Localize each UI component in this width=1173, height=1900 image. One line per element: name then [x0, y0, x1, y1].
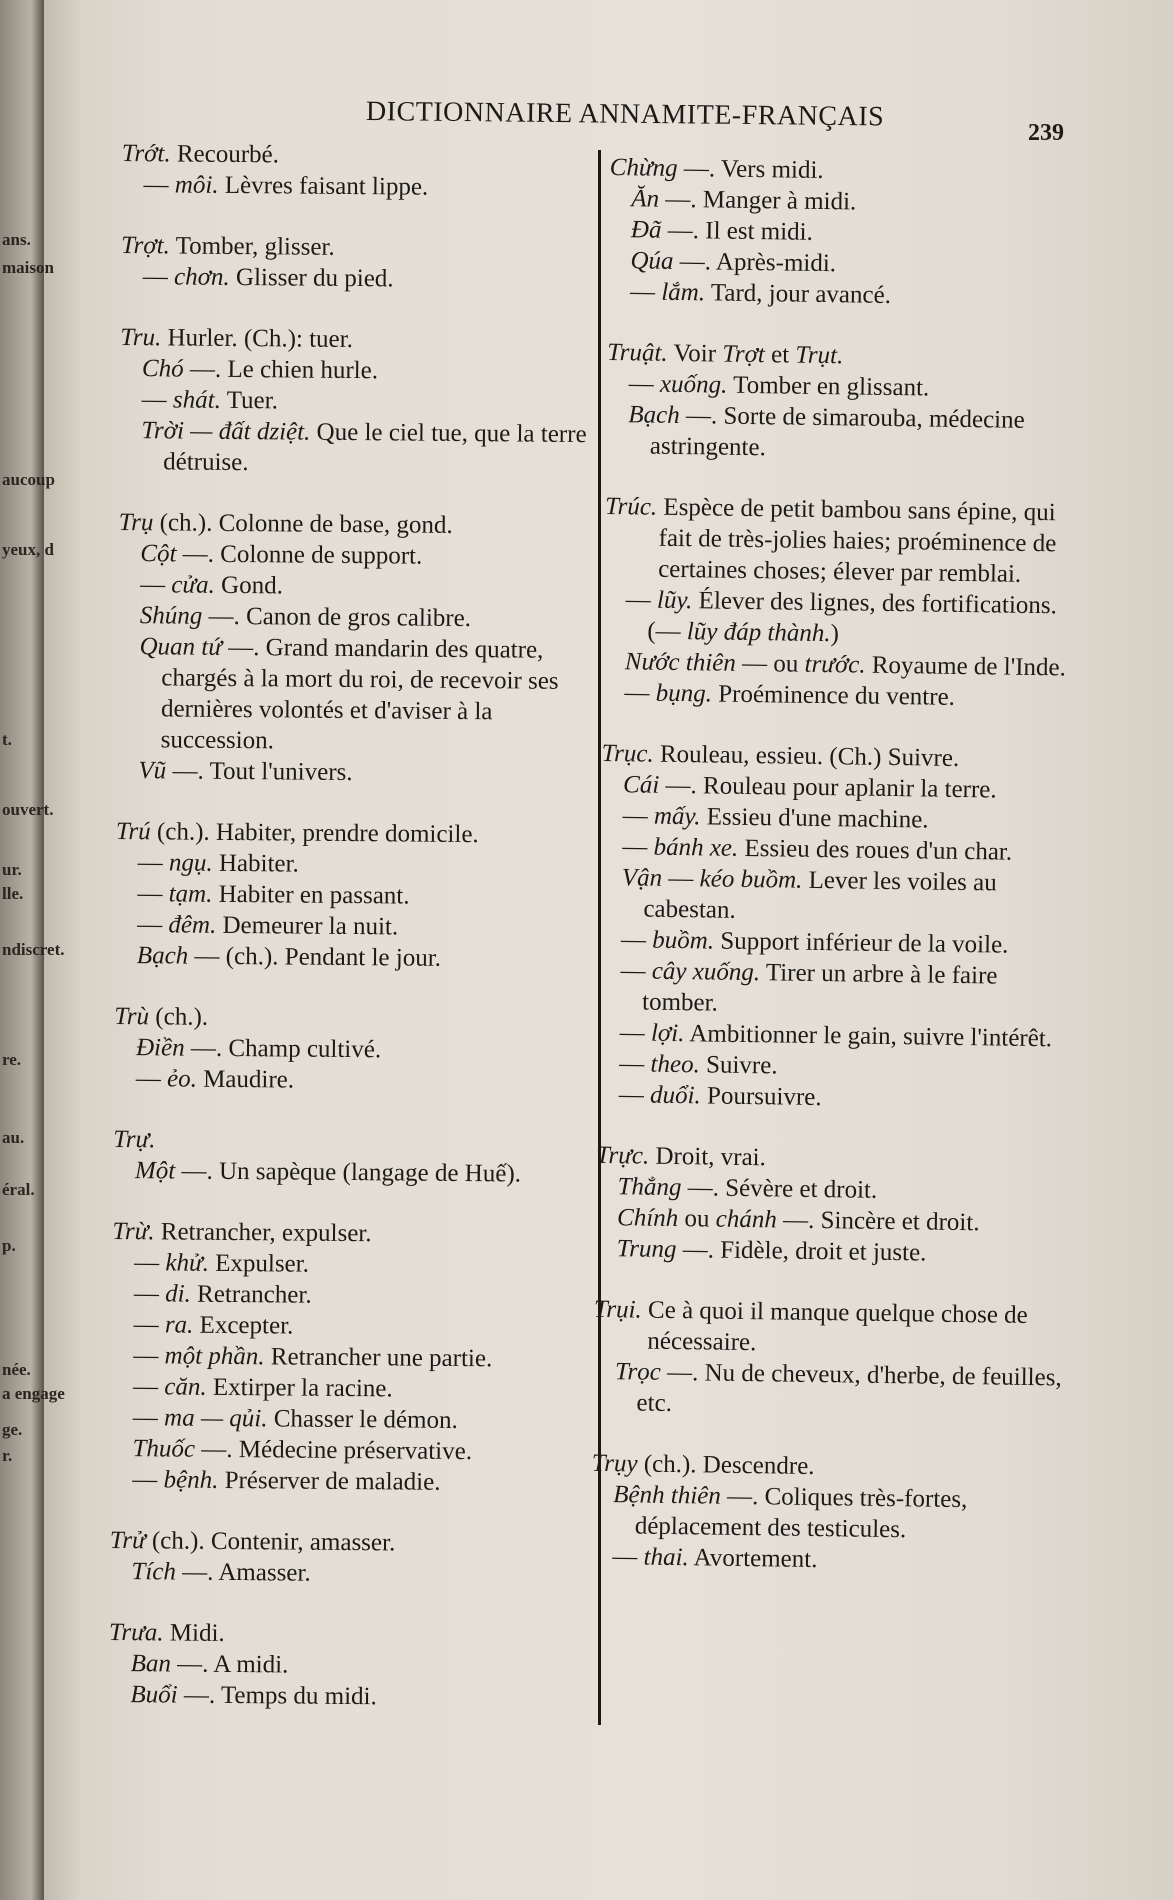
dictionary-entry: [602, 491, 1075, 715]
definition-text: —. Grand mandarin des quatre, chargés à la mort du roi, de recevoir ses dernières volontés et d'aviser à la succession.: [160, 633, 559, 755]
vietnamese-term: Tru.: [120, 323, 162, 352]
definition-text: —: [134, 1249, 166, 1277]
definition-text: Tomber en glissant.: [727, 371, 930, 402]
vietnamese-term: cửa.: [171, 571, 215, 599]
definition-text: —. Tout l'univers.: [166, 757, 353, 787]
vietnamese-term: Qúa: [630, 247, 674, 275]
vietnamese-term: khử.: [165, 1249, 210, 1277]
vietnamese-term: Trục.: [601, 739, 654, 768]
entry-headline: [109, 1617, 579, 1652]
definition-text: —. A midi.: [170, 1650, 289, 1679]
definition-text: —: [620, 957, 653, 985]
entry-subline: [112, 1278, 582, 1313]
definition-text: Royaume de l'Inde.: [865, 651, 1067, 682]
vietnamese-term: ra.: [164, 1311, 194, 1339]
dictionary-entry: [109, 1525, 580, 1591]
definition-text: ): [830, 620, 840, 648]
vietnamese-term: căn.: [164, 1373, 207, 1401]
definition-text: —: [141, 386, 174, 414]
definition-text: Espèce de petit bambou sans épine, qui fait de très-jolies haies; proéminence de certaines choses; élever par remblai.: [656, 493, 1057, 588]
definition-text: —: [135, 1065, 168, 1093]
previous-page-fragment: ge.: [2, 1420, 23, 1439]
previous-page-fragment: au.: [2, 1128, 25, 1147]
entry-subline: [116, 847, 586, 882]
page-number: 239: [1028, 120, 1064, 146]
definition-text: Gond.: [214, 571, 284, 600]
entry-subline: [120, 353, 590, 388]
definition-text: —: [661, 864, 700, 893]
definition-text: —. Le chien hurle.: [183, 355, 379, 385]
entry-subline: [591, 1479, 1062, 1548]
vietnamese-term: Chừng: [609, 153, 678, 182]
vietnamese-term: shát.: [172, 386, 222, 414]
entry-headline: [110, 1525, 580, 1560]
definition-text: —. Rouleau pour aplanir la terre.: [659, 771, 997, 804]
vietnamese-term: tạm.: [168, 880, 213, 908]
dictionary-entry: [115, 816, 586, 975]
definition-text: Essieu des roues d'un char.: [738, 834, 1013, 866]
vietnamese-term: Bạch: [136, 942, 189, 970]
definition-text: Proéminence du ventre.: [711, 680, 956, 711]
dictionary-page: [36, 0, 1173, 1900]
dictionary-entry: [116, 507, 588, 790]
definition-text: —: [619, 1050, 651, 1078]
entry-subline: [592, 1356, 1063, 1425]
definition-text: — ou: [735, 649, 805, 678]
definition-text: —: [137, 880, 169, 908]
definition-text: —: [612, 1543, 644, 1571]
definition-text: —. Sincère et droit.: [776, 1206, 980, 1237]
vietnamese-term: mấy.: [653, 802, 701, 831]
definition-text: et: [764, 341, 796, 369]
previous-page-fragment: maison: [2, 258, 54, 277]
vietnamese-term: Trự.: [113, 1125, 156, 1154]
dictionary-entry: [119, 322, 590, 481]
vietnamese-term: Một: [134, 1157, 176, 1185]
vietnamese-term: chánh: [715, 1205, 778, 1234]
vietnamese-term: Trực.: [595, 1141, 650, 1170]
entry-subline: [111, 1371, 581, 1406]
definition-text: —: [133, 1311, 166, 1339]
entry-subline: [118, 538, 588, 573]
vietnamese-term: Vũ: [138, 757, 167, 785]
entry-headline: [604, 491, 1075, 591]
vietnamese-term: Nước thiên: [624, 648, 737, 677]
vietnamese-term: cây xuống.: [651, 957, 761, 987]
vietnamese-term: một phần.: [164, 1342, 265, 1371]
definition-text: —. Nu de cheveux, d'herbe, de feuilles, etc.: [636, 1358, 1062, 1417]
dictionary-entry: [590, 1448, 1062, 1579]
vietnamese-term: môi.: [174, 171, 219, 199]
vietnamese-term: Vận: [621, 864, 663, 892]
vietnamese-term: Ăn: [631, 185, 660, 213]
definition-text: —: [137, 911, 169, 939]
definition-text: Chasser le démon.: [267, 1405, 458, 1434]
vietnamese-term: Đã: [630, 216, 662, 244]
entry-subline: [114, 1032, 584, 1067]
vietnamese-term: chơn.: [173, 263, 230, 291]
vietnamese-term: Chó: [141, 355, 184, 383]
definition-text: Tuer.: [220, 386, 279, 415]
entry-subline: [115, 909, 585, 944]
entry-subline: [108, 1679, 578, 1714]
definition-text: —: [618, 1081, 651, 1109]
vietnamese-term: kéo buồm.: [699, 865, 803, 894]
definition-text: —. Sévère et droit.: [681, 1174, 878, 1204]
entry-subline: [110, 1433, 580, 1468]
vietnamese-term: Cột: [140, 540, 177, 568]
vietnamese-term: Trời — đất dziệt.: [141, 417, 311, 446]
vietnamese-term: bụng.: [655, 679, 713, 708]
entry-subline: [118, 600, 588, 635]
entry-subline: [109, 1648, 579, 1683]
vietnamese-term: Trù: [114, 1002, 150, 1031]
entry-headline: [121, 230, 591, 265]
vietnamese-term: Trú: [115, 817, 151, 846]
entry-subline: [115, 878, 585, 913]
definition-text: —. Sorte de simarouba, médecine astringente.: [649, 402, 1025, 462]
entry-headline: [119, 507, 589, 542]
definition-text: Ce à quoi il manque quelque chose de nécessaire.: [641, 1296, 1028, 1357]
vietnamese-term: lắm.: [661, 278, 706, 307]
entry-subline: [112, 1247, 582, 1282]
definition-text: —: [132, 1373, 165, 1401]
definition-text: Extirper la racine.: [206, 1373, 393, 1403]
entry-subline: [115, 940, 585, 975]
definition-text: Tirer un arbre à le faire tomber.: [641, 959, 998, 1017]
dictionary-entry: [594, 1140, 1066, 1271]
vietnamese-term: lũy đáp thành.: [686, 618, 831, 648]
previous-page-fragment: ndiscret.: [2, 940, 65, 959]
entry-subline: [117, 631, 588, 759]
vietnamese-term: Bạch: [628, 401, 680, 429]
definition-text: Excepter.: [193, 1311, 294, 1340]
definition-text: Recourbé.: [170, 140, 280, 169]
left-column: [108, 138, 592, 1744]
right-column: [590, 152, 1080, 1608]
definition-text: Lever les voiles au cabestan.: [643, 866, 997, 924]
vietnamese-term: Trưa.: [108, 1618, 164, 1647]
vietnamese-term: Trúc.: [604, 492, 658, 521]
dictionary-entry: [608, 152, 1080, 314]
vietnamese-term: Trọc: [614, 1358, 662, 1386]
definition-text: Que le ciel tue, que la terre détruise.: [163, 418, 587, 477]
definition-text: Suivre.: [699, 1051, 778, 1080]
dictionary-entry: [592, 1294, 1064, 1425]
entry-headline: [593, 1294, 1064, 1363]
definition-text: —: [137, 849, 170, 877]
entry-subline: [603, 584, 1074, 653]
definition-text: —: [629, 278, 662, 306]
definition-text: —: [132, 1404, 165, 1432]
previous-page-fragment: née.: [2, 1360, 31, 1379]
vietnamese-term: bánh xe.: [653, 833, 739, 862]
definition-text: Rouleau, essieu. (Ch.) Suivre.: [653, 740, 960, 772]
dictionary-entry: [110, 1216, 582, 1499]
vietnamese-term: Shúng: [139, 602, 203, 630]
definition-text: Retrancher.: [190, 1280, 312, 1309]
previous-page-fragment: re.: [2, 1050, 22, 1069]
vietnamese-term: Trụi.: [593, 1295, 642, 1324]
vietnamese-term: Chính: [616, 1204, 679, 1233]
definition-text: Tomber, glisser.: [169, 232, 335, 261]
entry-subline: [590, 1541, 1060, 1579]
definition-text: Habiter en passant.: [212, 880, 410, 910]
vietnamese-term: Trử: [109, 1526, 146, 1555]
definition-text: —. Médecine préservative.: [194, 1435, 473, 1466]
definition-text: (ch.). Contenir, amasser.: [145, 1527, 396, 1557]
entry-headline: [120, 322, 590, 357]
vietnamese-term: theo.: [650, 1050, 700, 1079]
vietnamese-term: Trừ.: [112, 1217, 155, 1246]
definition-text: Lèvres faisant lippe.: [218, 171, 429, 201]
dictionary-entry: [121, 138, 592, 204]
vietnamese-term: Cái: [622, 771, 660, 799]
entry-subline: [598, 955, 1069, 1024]
definition-text: Midi.: [163, 1619, 225, 1647]
vietnamese-term: Truật.: [607, 338, 668, 367]
definition-text: Voir: [667, 339, 723, 368]
vietnamese-term: đêm.: [168, 911, 217, 939]
definition-text: Habiter.: [212, 849, 299, 878]
definition-text: (ch.). Descendre.: [637, 1450, 815, 1480]
definition-text: —: [624, 679, 656, 707]
vietnamese-term: buồm.: [652, 926, 715, 955]
vietnamese-term: Trợt.: [120, 231, 170, 260]
vietnamese-term: Ban: [130, 1650, 172, 1678]
vietnamese-term: Quan tứ: [139, 633, 223, 661]
vietnamese-term: trước.: [804, 650, 866, 679]
definition-text: Hurler. (Ch.): tuer.: [161, 324, 354, 354]
vietnamese-term: Tích: [131, 1558, 177, 1586]
vietnamese-term: bệnh.: [163, 1466, 219, 1494]
previous-page-fragment: yeux, d: [2, 540, 54, 559]
definition-text: Demeurer la nuit.: [216, 911, 399, 941]
entry-subline: [120, 384, 590, 419]
definition-text: —. Temps du midi.: [177, 1681, 377, 1711]
entry-subline: [606, 399, 1077, 468]
definition-text: Tard, jour avancé.: [704, 279, 892, 309]
definition-text: Essieu d'une machine.: [700, 803, 929, 834]
entry-headline: [112, 1216, 582, 1251]
dictionary-entry: [606, 337, 1078, 468]
previous-page-fragment: aucoup: [2, 470, 55, 489]
vietnamese-term: ngụ.: [168, 849, 213, 877]
entry-subline: [602, 677, 1072, 715]
vietnamese-term: lợi.: [650, 1019, 685, 1048]
previous-page-fragment: ouvert.: [2, 800, 54, 819]
vietnamese-term: thai.: [643, 1543, 689, 1572]
entry-headline: [114, 1001, 584, 1036]
entry-subline: [121, 261, 591, 296]
definition-text: —. Fidèle, droit et juste.: [676, 1236, 927, 1267]
previous-page-fragment: a engage: [2, 1384, 65, 1403]
vietnamese-term: Thuốc: [132, 1435, 196, 1463]
dictionary-entry: [597, 738, 1072, 1117]
entry-subline: [594, 1233, 1064, 1271]
vietnamese-term: Thẳng: [617, 1173, 682, 1202]
definition-text: —: [133, 1280, 166, 1308]
vietnamese-term: Trụ: [118, 508, 154, 537]
definition-text: —: [139, 571, 172, 599]
previous-page-edge: [0, 0, 65, 1900]
previous-page-fragment: éral.: [2, 1180, 35, 1199]
entry-subline: [597, 1079, 1067, 1117]
vietnamese-term: Buổi: [130, 1681, 178, 1709]
definition-text: —: [628, 370, 661, 398]
entry-subline: [608, 276, 1078, 314]
dictionary-entry: [113, 1124, 584, 1190]
entry-subline: [111, 1340, 581, 1375]
previous-page-fragment: ur.: [2, 860, 22, 879]
vietnamese-term: ma — qủi.: [163, 1404, 268, 1433]
definition-text: Préserver de maladie.: [218, 1466, 441, 1496]
vietnamese-term: di.: [165, 1280, 191, 1308]
definition-text: —. Un sapèque (langage de Huế).: [175, 1157, 522, 1188]
definition-text: —. Colonne de support.: [176, 540, 423, 570]
dictionary-entry: [114, 1001, 585, 1098]
definition-text: Expulser.: [208, 1249, 310, 1278]
definition-text: —: [143, 171, 175, 199]
definition-text: — (ch.). Pendant le jour.: [188, 942, 442, 972]
page-header: DICTIONNAIRE ANNAMITE-FRANÇAIS: [365, 96, 885, 133]
vietnamese-term: Trợt: [722, 340, 766, 369]
definition-text: —: [619, 1019, 652, 1047]
vietnamese-term: Điền: [135, 1034, 185, 1062]
definition-text: —: [142, 263, 175, 291]
definition-text: Maudire.: [196, 1065, 295, 1094]
definition-text: —. Canon de gros calibre.: [202, 602, 472, 633]
entry-headline: [116, 816, 586, 851]
definition-text: —: [625, 586, 658, 614]
definition-text: Glisser du pied.: [229, 263, 394, 293]
entry-subline: [111, 1402, 581, 1437]
vietnamese-term: duổi.: [649, 1081, 701, 1110]
previous-page-fragment: p.: [2, 1236, 16, 1255]
dictionary-entry: [108, 1617, 579, 1714]
definition-text: —. Après-midi.: [673, 247, 837, 278]
entry-subline: [121, 169, 591, 204]
entry-headline: [122, 138, 592, 173]
previous-page-fragment: t.: [2, 730, 12, 749]
definition-text: (ch.). Habiter, prendre domicile.: [150, 818, 479, 849]
definition-text: —. Amasser.: [175, 1558, 311, 1587]
definition-text: —. Il est midi.: [661, 216, 814, 246]
previous-page-fragment: lle.: [2, 884, 24, 903]
vietnamese-term: xuống.: [659, 370, 728, 399]
definition-text: Droit, vrai.: [649, 1142, 767, 1172]
vietnamese-term: ẻo.: [166, 1065, 198, 1093]
definition-text: Élever des lignes, des fortifications. (—: [647, 587, 1058, 646]
definition-text: Retrancher, expulser.: [154, 1218, 372, 1248]
vietnamese-term: Trớt.: [121, 139, 171, 168]
definition-text: (ch.). Colonne de base, gond.: [153, 509, 453, 539]
definition-text: —. Vers midi.: [677, 154, 824, 184]
definition-text: Retrancher une partie.: [264, 1343, 493, 1373]
entry-subline: [113, 1155, 583, 1190]
entry-subline: [110, 1464, 580, 1499]
definition-text: Avortement.: [688, 1544, 818, 1574]
definition-text: —: [620, 926, 653, 954]
definition-text: —. Champ cultivé.: [184, 1034, 382, 1064]
entry-subline: [109, 1556, 579, 1591]
definition-text: —: [622, 833, 654, 861]
vietnamese-term: lũy.: [656, 586, 693, 615]
definition-text: —: [132, 1466, 164, 1494]
definition-text: Poursuivre.: [700, 1082, 822, 1112]
definition-text: —. Coliques très-fortes, déplacement des testicules.: [634, 1482, 968, 1544]
entry-subline: [114, 1063, 584, 1098]
previous-page-fragment: ans.: [2, 230, 31, 249]
previous-page-fragment: r.: [2, 1446, 13, 1465]
definition-text: Support inférieur de la voile.: [713, 927, 1009, 959]
definition-text: (ch.).: [148, 1003, 209, 1031]
definition-text: —: [133, 1342, 165, 1370]
definition-text: Ambitionner le gain, suivre l'intérêt.: [684, 1020, 1053, 1053]
entry-subline: [112, 1309, 582, 1344]
vietnamese-term: Trung: [616, 1235, 677, 1264]
dictionary-entry: [121, 230, 592, 296]
definition-text: ou: [678, 1205, 716, 1233]
vietnamese-term: Trụt.: [795, 341, 844, 370]
entry-headline: [113, 1124, 583, 1159]
entry-subline: [118, 569, 588, 604]
vietnamese-term: Bệnh thiên: [613, 1481, 722, 1510]
definition-text: —: [622, 802, 655, 830]
entry-subline: [119, 415, 590, 481]
entry-subline: [599, 862, 1070, 931]
entry-subline: [116, 755, 586, 790]
definition-text: —. Manger à midi.: [658, 185, 857, 216]
vietnamese-term: Trụy: [591, 1449, 638, 1478]
